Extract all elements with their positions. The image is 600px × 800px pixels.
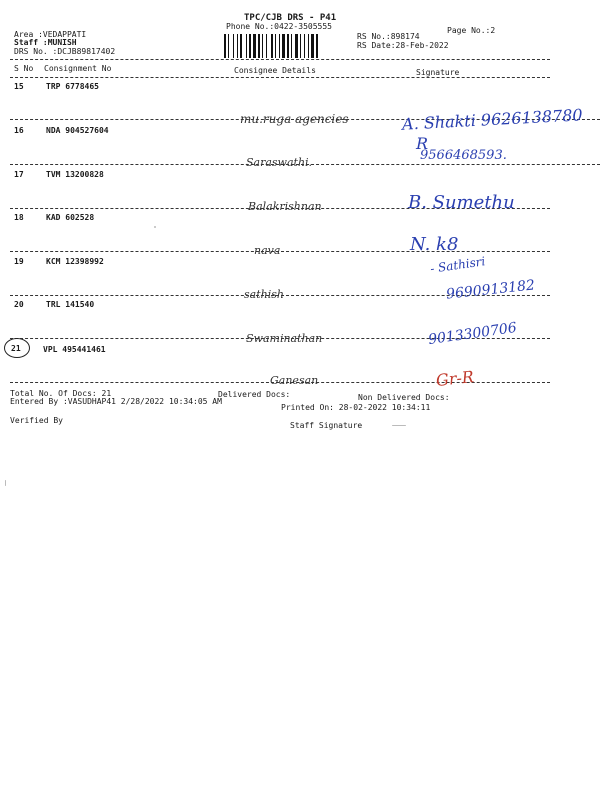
scan-speck — [392, 425, 406, 426]
barcode-bar — [224, 34, 226, 58]
scan-speck — [154, 226, 156, 228]
row-15-consignment: TRP 6778465 — [46, 82, 99, 91]
barcode-bar — [311, 34, 314, 58]
row-15-consignee-handwriting: mu.ruga agencies — [240, 112, 349, 126]
header-divider — [10, 59, 550, 60]
barcode-bar — [316, 34, 318, 58]
row-16-consignment: NDA 904527604 — [46, 126, 109, 135]
barcode-bar — [266, 34, 267, 58]
row-17-consignment: TVM 13200828 — [46, 170, 104, 179]
column-header-consignment: Consignment No — [44, 64, 112, 73]
row-19-signature: 9690913182 — [445, 277, 536, 303]
barcode-bar — [291, 34, 292, 58]
barcode-bar — [300, 34, 301, 58]
rs-number: RS No.:898174 — [357, 32, 420, 41]
row-18-signature: N. k8 — [410, 234, 459, 255]
row-18-consignment: KAD 602528 — [46, 213, 95, 222]
barcode-bar — [304, 34, 305, 58]
row-21-consignee-handwriting: Ganesan — [270, 374, 319, 387]
row-16-sno: 16 — [14, 126, 24, 135]
column-header-consignee: Consignee Details — [234, 66, 316, 75]
barcode-bar — [308, 34, 309, 58]
row-21-sno: 21 — [11, 344, 21, 353]
row-16-consignee-handwriting: Saraswathi. — [246, 156, 313, 169]
barcode-bar — [246, 34, 247, 58]
row-16-signature: 9566468593. — [420, 148, 507, 163]
row-19-consignee-handwriting: sathish — [244, 288, 284, 301]
drs-number: DRS No. :DCJB89817402 — [14, 47, 116, 56]
barcode-bar — [271, 34, 273, 58]
document-title: TPC/CJB DRS - P41 — [244, 13, 337, 23]
scan-speck — [5, 480, 6, 486]
barcode-bar — [287, 34, 289, 58]
printed-on: Printed On: 28-02-2022 10:34:11 — [281, 403, 431, 412]
barcode-bar — [282, 34, 285, 58]
column-header-sno: S No — [14, 64, 34, 73]
barcode-bar — [240, 34, 242, 58]
non-delivered-docs: Non Delivered Docs: — [358, 393, 450, 402]
row-15-sno: 15 — [14, 82, 24, 91]
verified-by: Verified By — [10, 416, 63, 425]
delivered-docs: Delivered Docs: — [218, 390, 291, 399]
column-header-divider — [10, 77, 550, 78]
row-17-sno: 17 — [14, 170, 24, 179]
row-15-signature: A. Shakti 9626138780 — [401, 105, 584, 134]
row-17-signature: B. Sumethu — [408, 192, 515, 213]
row-21-consignment: VPL 495441461 — [43, 345, 106, 354]
barcode-bar — [249, 34, 251, 58]
row-18-consignee-handwriting: nava — [254, 244, 281, 257]
barcode-bar — [237, 34, 238, 58]
column-header-signature: Signature — [416, 68, 460, 77]
row-18-sno: 18 — [14, 213, 24, 222]
barcode-bar — [295, 34, 298, 58]
staff-signature: Staff Signature — [290, 421, 363, 430]
row-20-consignee-handwriting: Swaminathan — [246, 332, 323, 345]
barcode-bar — [258, 34, 260, 58]
row-17-consignee-handwriting: Balakrishnan — [248, 200, 322, 213]
total-docs: Total No. Of Docs: 21 — [10, 389, 112, 398]
barcode-bar — [262, 34, 263, 58]
page-number: Page No.:2 — [447, 26, 496, 35]
row-20-signature: 9013300706 — [427, 319, 518, 349]
barcode — [224, 34, 349, 58]
barcode-bar — [233, 34, 234, 58]
row-18-note: - Sathisri — [429, 254, 487, 276]
rs-date: RS Date:28-Feb-2022 — [357, 41, 449, 50]
barcode-bar — [275, 34, 276, 58]
area-label: Area :VEDAPPATI — [14, 30, 87, 39]
row-21-signature: Gr-R — [435, 367, 475, 390]
phone-number: Phone No.:0422-3505555 — [226, 22, 332, 31]
barcode-bar — [253, 34, 256, 58]
row-16-initial: R — [416, 134, 429, 153]
row-19-sno: 19 — [14, 257, 24, 266]
row-20-consignment: TRL 141540 — [46, 300, 95, 309]
row-20-sno: 20 — [14, 300, 24, 309]
barcode-bar — [279, 34, 280, 58]
barcode-bar — [228, 34, 229, 58]
row-19-consignment: KCM 12398992 — [46, 257, 104, 266]
entered-by: Entered By :VASUDHAP41 2/28/2022 10:34:05 AM — [10, 397, 222, 406]
staff-label: Staff :MUNISH — [14, 38, 77, 47]
